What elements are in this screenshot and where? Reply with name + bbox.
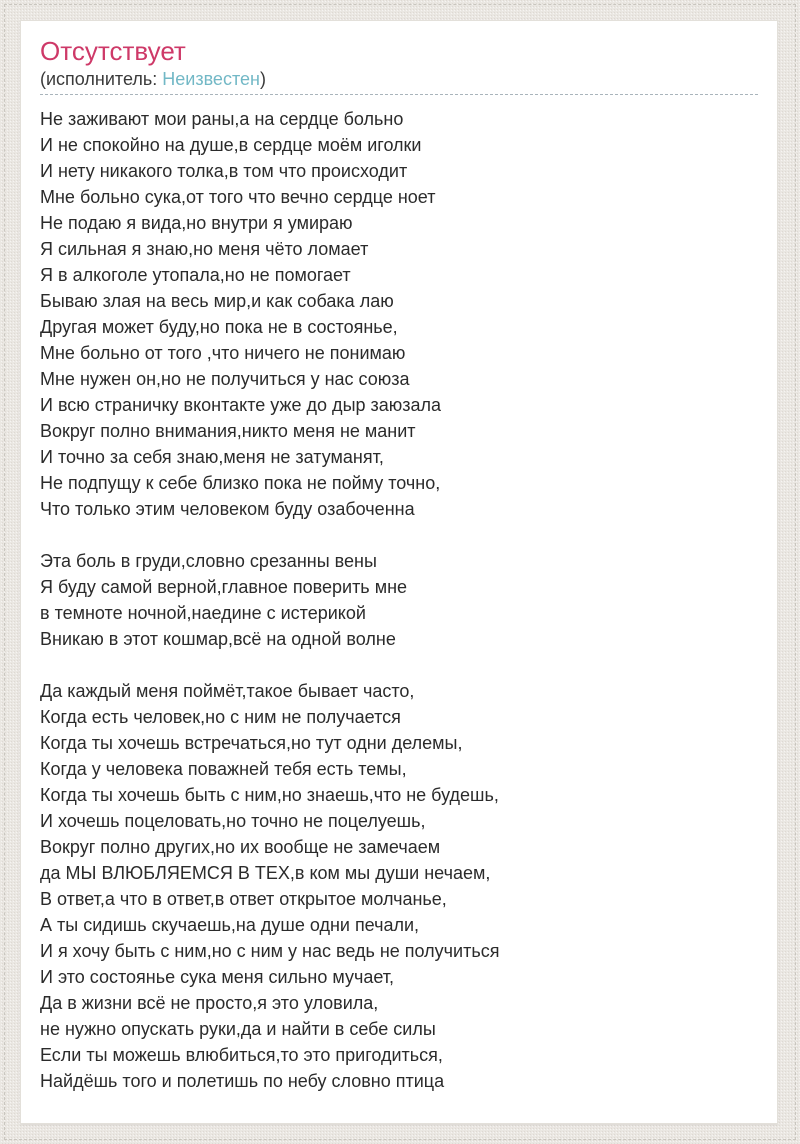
stanza [40, 106, 758, 522]
lyrics-card [20, 20, 778, 1124]
lyric-line: Вникаю в этот кошмар,всё на одной волне [40, 629, 396, 649]
artist-line [40, 67, 758, 95]
lyric-line: Не подаю я вида,но внутри я умираю [40, 213, 353, 233]
artist-prefix: (исполнитель: [40, 69, 163, 89]
lyrics-text [40, 95, 758, 1094]
artist-suffix: ) [259, 69, 266, 89]
lyric-line: Я в алкоголе утопала,но не помогает [40, 265, 351, 285]
lyric-line: И точно за себя знаю,меня не затуманят, [40, 447, 384, 467]
lyric-line: Что только этим человеком буду озабоченна [40, 499, 415, 519]
lyric-line: Мне нужен он,но не получиться у нас союза [40, 369, 410, 389]
lyric-line: Не подпущу к себе близко пока не пойму точно, [40, 473, 441, 493]
lyric-line: И хочешь поцеловать,но точно не поцелуешь, [40, 811, 426, 831]
artist-link[interactable]: Неизвестен [162, 69, 260, 89]
lyric-line: И я хочу быть с ним,но с ним у нас ведь не получиться [40, 941, 500, 961]
lyric-line: Найдёшь того и полетишь по небу словно птица [40, 1071, 445, 1091]
lyric-line: Когда ты хочешь встречаться,но тут одни делемы, [40, 733, 463, 753]
lyric-line: И это состоянье сука меня сильно мучает, [40, 967, 394, 987]
lyric-line: Когда есть человек,но с ним не получается [40, 707, 401, 727]
lyric-line: Я буду самой верной,главное поверить мне [40, 577, 408, 597]
lyric-line: Вокруг полно внимания,никто меня не манит [40, 421, 416, 441]
lyric-line: И нету никакого толка,в том что происходит [40, 161, 408, 181]
lyric-line: Не заживают мои раны,а на сердце больно [40, 109, 404, 129]
lyric-line: Эта боль в груди,словно срезанны вены [40, 551, 377, 571]
lyric-line: Когда ты хочешь быть с ним,но знаешь,что не будешь, [40, 785, 499, 805]
lyric-line: Вокруг полно других,но их вообще не замечаем [40, 837, 441, 857]
stanza [40, 548, 758, 652]
lyric-line: Бываю злая на весь мир,и как собака лаю [40, 291, 394, 311]
lyric-line: да МЫ ВЛЮБЛЯЕМСЯ В ТЕХ,в ком мы души нечаем, [40, 863, 491, 883]
lyric-line: в темноте ночной,наедине с истерикой [40, 603, 366, 623]
lyric-line: А ты сидишь скучаешь,на душе одни печали, [40, 915, 420, 935]
lyric-line: Другая может буду,но пока не в состоянье, [40, 317, 398, 337]
lyric-line: В ответ,а что в ответ,в ответ открытое молчанье, [40, 889, 447, 909]
song-title: Отсутствует [40, 36, 186, 66]
lyric-line: Я сильная я знаю,но меня чёто ломает [40, 239, 369, 259]
stanza [40, 678, 758, 1094]
lyric-line: Да в жизни всё не просто,я это уловила, [40, 993, 379, 1013]
lyric-line: Мне больно сука,от того что вечно сердце ноет [40, 187, 436, 207]
lyric-line: Мне больно от того ,что ничего не понимаю [40, 343, 406, 363]
lyric-line: И всю страничку вконтакте уже до дыр заюзала [40, 395, 442, 415]
lyric-line: не нужно опускать руки,да и найти в себе силы [40, 1019, 436, 1039]
lyric-line: И не спокойно на душе,в сердце моём иголки [40, 135, 422, 155]
lyric-line: Да каждый меня поймёт,такое бывает часто, [40, 681, 415, 701]
lyric-line: Если ты можешь влюбиться,то это пригодиться, [40, 1045, 443, 1065]
lyric-line: Когда у человека поважней тебя есть темы, [40, 759, 407, 779]
